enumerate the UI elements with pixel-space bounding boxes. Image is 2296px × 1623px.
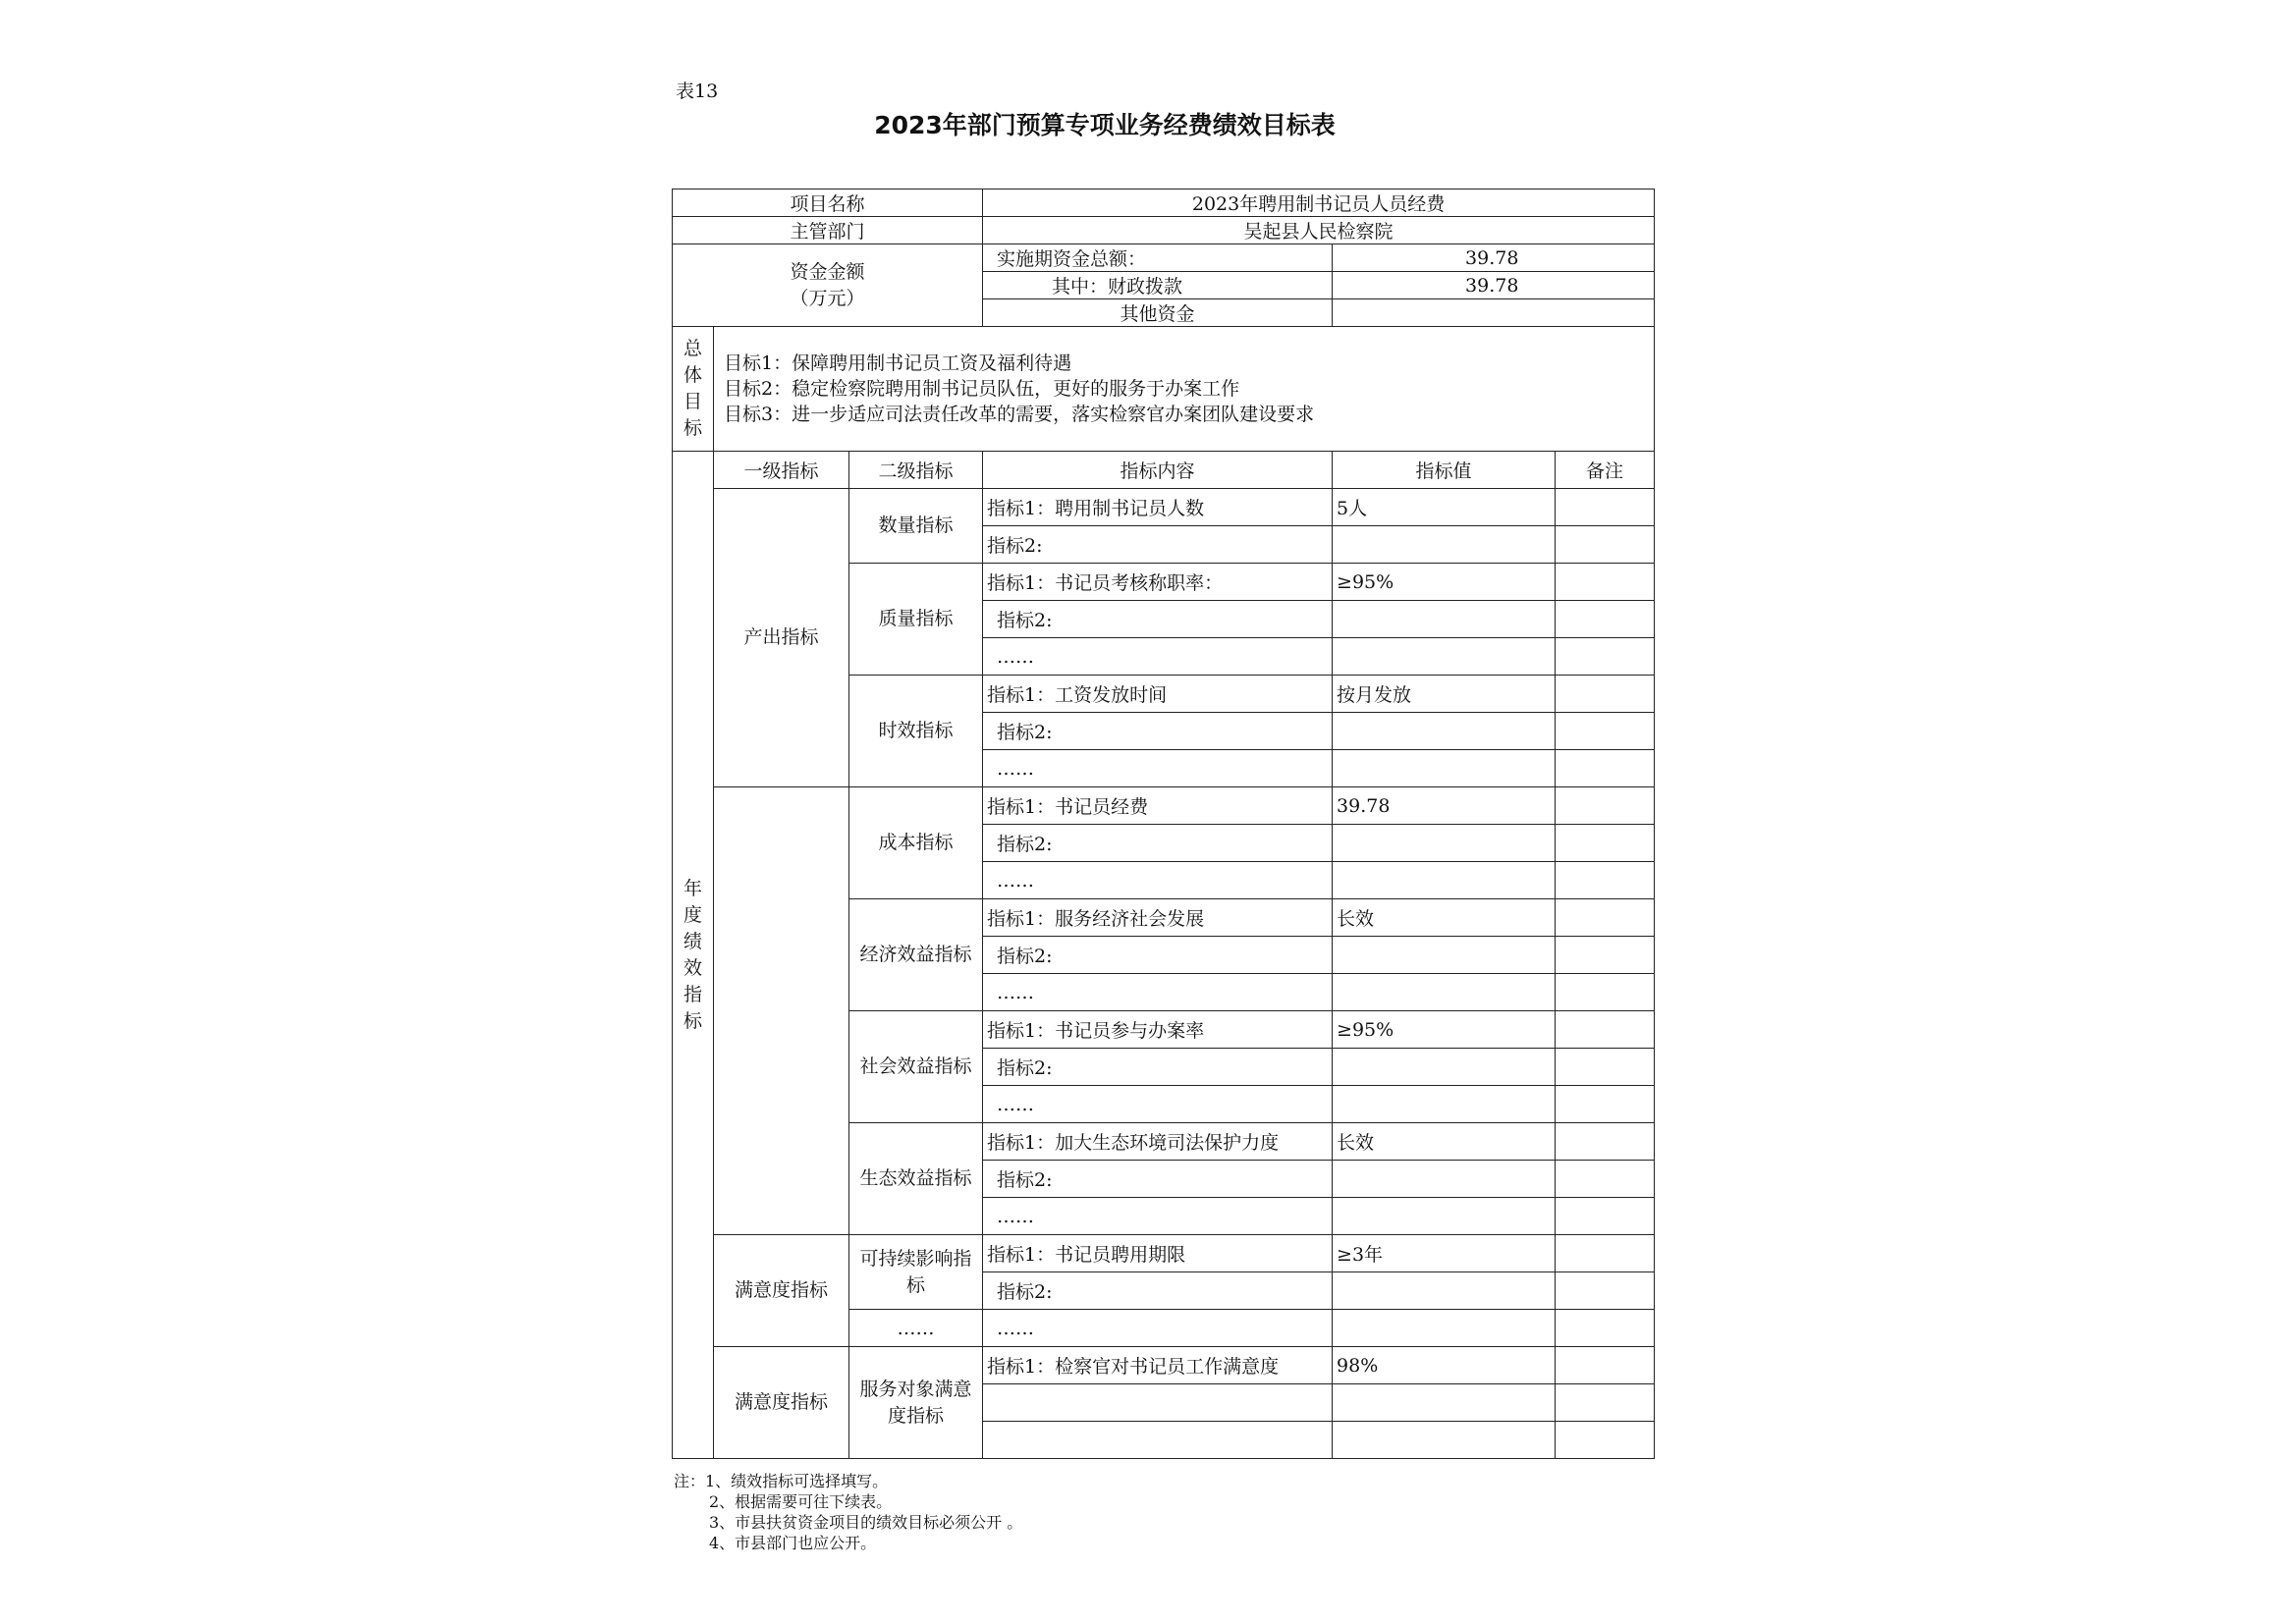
indicator-content: 指标1：检察官对书记员工作满意度	[983, 1347, 1333, 1384]
indicator-content: 指标1：书记员聘用期限	[983, 1235, 1333, 1272]
indicator-value	[1333, 1272, 1556, 1310]
project-name-label: 项目名称	[673, 189, 983, 217]
indicator-content: 指标2:	[983, 713, 1333, 750]
level2-social	[849, 1011, 983, 1123]
indicator-content	[983, 1384, 1333, 1422]
table-row	[673, 1347, 1655, 1384]
level2-cost: 成本指标	[849, 787, 983, 899]
level2-timeliness: 时效指标	[849, 676, 983, 787]
indicator-remark	[1556, 1310, 1655, 1347]
indicator-value	[1333, 1384, 1556, 1422]
indicator-remark	[1556, 1384, 1655, 1422]
funds-label: 资金金额	[790, 260, 865, 283]
total-funds-value: 39.78	[1333, 244, 1655, 272]
indicator-value	[1333, 862, 1556, 899]
indicator-remark	[1556, 750, 1655, 787]
indicator-value	[1333, 1086, 1556, 1123]
indicator-content	[983, 1422, 1333, 1459]
level2-quality: 质量指标	[849, 564, 983, 676]
indicator-remark	[1556, 1272, 1655, 1310]
indicator-content: 指标1：书记员考核称职率：	[983, 564, 1333, 601]
indicator-value	[1333, 825, 1556, 862]
indicator-remark	[1556, 489, 1655, 526]
project-name-row	[673, 189, 1655, 217]
header-value: 指标值	[1333, 452, 1556, 489]
funds-label-cell	[673, 244, 983, 327]
indicator-value: 39.78	[1333, 787, 1556, 825]
indicator-content: 指标1：服务经济社会发展	[983, 899, 1333, 937]
other-funds-label: 其他资金	[983, 299, 1333, 327]
level2-service-satisfaction-label: 服务对象满意度指标	[859, 1378, 972, 1427]
level1-satisfaction-b: 满意度指标	[714, 1347, 849, 1459]
indicator-remark	[1556, 1198, 1655, 1235]
indicator-value	[1333, 638, 1556, 676]
level1-satisfaction-a: 满意度指标	[714, 1235, 849, 1347]
indicator-value	[1333, 937, 1556, 974]
fiscal-funds-value: 39.78	[1333, 272, 1655, 299]
table-row	[673, 1235, 1655, 1272]
annual-indicators-label: 年度绩效指标	[673, 452, 714, 1459]
indicator-remark	[1556, 638, 1655, 676]
level2-sustainable-label: 可持续影响指标	[859, 1247, 972, 1296]
level2-social-label: 社会效益指标	[859, 1055, 972, 1077]
indicator-remark	[1556, 526, 1655, 564]
goal-2: 目标2：稳定检察院聘用制书记员队伍，更好的服务于办案工作	[724, 378, 1240, 400]
indicator-remark	[1556, 974, 1655, 1011]
indicator-value	[1333, 1198, 1556, 1235]
indicator-value: 长效	[1333, 1123, 1556, 1161]
department-label: 主管部门	[673, 217, 983, 244]
project-name-value: 2023年聘用制书记员人员经费	[983, 189, 1655, 217]
level2-ecological	[849, 1123, 983, 1235]
indicator-content: 指标1：书记员参与办案率	[983, 1011, 1333, 1049]
indicator-remark	[1556, 676, 1655, 713]
other-funds-value	[1333, 299, 1655, 327]
indicator-content: 指标2:	[983, 1161, 1333, 1198]
indicator-content: 指标2:	[983, 526, 1333, 564]
header-content: 指标内容	[983, 452, 1333, 489]
fiscal-funds-label: 其中：财政拨款	[983, 272, 1333, 299]
level1-output: 产出指标	[714, 489, 849, 787]
indicator-remark	[1556, 1161, 1655, 1198]
indicator-remark	[1556, 601, 1655, 638]
indicator-content: 指标1：书记员经费	[983, 787, 1333, 825]
indicator-content: ……	[983, 974, 1333, 1011]
table-row	[673, 489, 1655, 526]
table-row	[673, 787, 1655, 825]
indicator-content: 指标2:	[983, 1272, 1333, 1310]
goal-1: 目标1：保障聘用制书记员工资及福利待遇	[724, 352, 1072, 374]
indicator-value: 长效	[1333, 899, 1556, 937]
page-title: 2023年部门预算专项业务经费绩效目标表	[874, 111, 1336, 139]
indicator-remark	[1556, 1235, 1655, 1272]
header-remark: 备注	[1556, 452, 1655, 489]
indicator-remark	[1556, 1086, 1655, 1123]
indicator-remark	[1556, 1011, 1655, 1049]
indicator-value: ≥95%	[1333, 1011, 1556, 1049]
indicator-content: ……	[983, 1310, 1333, 1347]
overall-goals-label: 总体目标	[673, 327, 714, 452]
indicator-content: ……	[983, 1086, 1333, 1123]
indicator-value	[1333, 1310, 1556, 1347]
indicator-content: ……	[983, 638, 1333, 676]
indicator-value	[1333, 1161, 1556, 1198]
table-number: 表13	[676, 81, 719, 102]
indicator-content: ……	[983, 750, 1333, 787]
indicator-value: 5人	[1333, 489, 1556, 526]
total-funds-label: 实施期资金总额：	[983, 244, 1333, 272]
indicator-remark	[1556, 1422, 1655, 1459]
indicator-content: 指标1：聘用制书记员人数	[983, 489, 1333, 526]
indicator-value	[1333, 974, 1556, 1011]
indicator-remark	[1556, 787, 1655, 825]
indicator-remark	[1556, 564, 1655, 601]
note-1: 注：1、绩效指标可选择填写。	[674, 1472, 889, 1490]
indicator-remark	[1556, 862, 1655, 899]
level1-benefit	[714, 787, 849, 1235]
level2-economic	[849, 899, 983, 1011]
indicator-content: 指标1：加大生态环境司法保护力度	[983, 1123, 1333, 1161]
indicator-content: 指标1：工资发放时间	[983, 676, 1333, 713]
indicator-content: 指标2:	[983, 601, 1333, 638]
indicator-remark	[1556, 825, 1655, 862]
overall-goals-row	[673, 327, 1655, 452]
indicator-value	[1333, 601, 1556, 638]
footnotes	[674, 1471, 1022, 1553]
performance-target-table	[672, 189, 1655, 1459]
indicator-remark	[1556, 713, 1655, 750]
indicator-remark	[1556, 937, 1655, 974]
level2-sustainable	[849, 1235, 983, 1310]
indicator-remark	[1556, 1123, 1655, 1161]
header-level2: 二级指标	[849, 452, 983, 489]
overall-goals-content	[714, 327, 1655, 452]
note-2: 2、根据需要可往下续表。	[709, 1492, 893, 1511]
indicator-content: 指标2:	[983, 937, 1333, 974]
indicator-content: 指标2:	[983, 825, 1333, 862]
funds-total-row	[673, 244, 1655, 272]
level2-economic-label: 经济效益指标	[859, 944, 972, 965]
level2-quantity: 数量指标	[849, 489, 983, 564]
indicator-value	[1333, 526, 1556, 564]
level2-ellipsis: ……	[849, 1310, 983, 1347]
indicator-value	[1333, 750, 1556, 787]
indicator-value	[1333, 713, 1556, 750]
header-level1: 一级指标	[714, 452, 849, 489]
indicator-remark	[1556, 1347, 1655, 1384]
indicator-value: ≥3年	[1333, 1235, 1556, 1272]
indicator-content: ……	[983, 862, 1333, 899]
indicator-remark	[1556, 1049, 1655, 1086]
indicator-value: 按月发放	[1333, 676, 1556, 713]
goal-3: 目标3：进一步适应司法责任改革的需要，落实检察官办案团队建设要求	[724, 404, 1315, 425]
funds-unit: （万元）	[790, 287, 865, 309]
department-row	[673, 217, 1655, 244]
indicator-value	[1333, 1422, 1556, 1459]
level2-service-satisfaction	[849, 1347, 983, 1459]
department-value: 吴起县人民检察院	[983, 217, 1655, 244]
note-3: 3、市县扶贫资金项目的绩效目标必须公开 。	[709, 1513, 1023, 1532]
note-4: 4、市县部门也应公开。	[709, 1534, 877, 1552]
indicator-remark	[1556, 899, 1655, 937]
level2-ecological-label: 生态效益指标	[859, 1167, 972, 1189]
indicator-content: ……	[983, 1198, 1333, 1235]
indicator-value	[1333, 1049, 1556, 1086]
indicator-value: 98%	[1333, 1347, 1556, 1384]
indicator-header-row	[673, 452, 1655, 489]
indicator-content: 指标2:	[983, 1049, 1333, 1086]
indicator-value: ≥95%	[1333, 564, 1556, 601]
